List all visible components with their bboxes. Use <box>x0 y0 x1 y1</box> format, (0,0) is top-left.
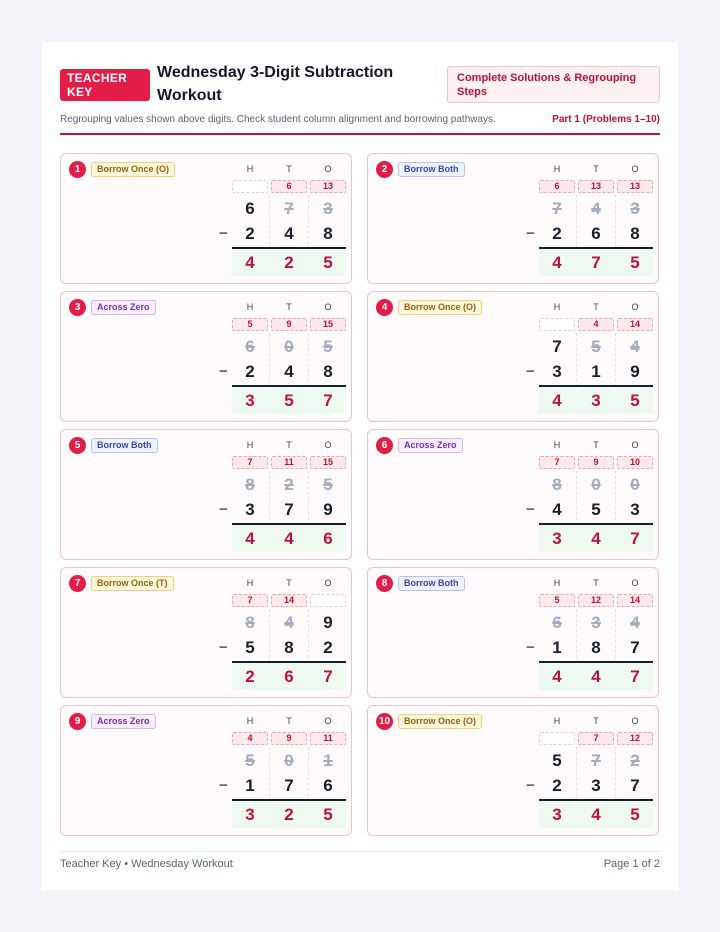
subtrahend-digit: 6 <box>591 224 601 243</box>
answer-line <box>232 385 346 387</box>
regroup-box: 14 <box>271 594 307 607</box>
problem-number: 4 <box>376 299 393 316</box>
regroup-box: 9 <box>271 318 307 331</box>
subtrahend-digit: 1 <box>552 638 562 657</box>
column-guide <box>308 609 309 663</box>
minus-sign: − <box>219 501 228 518</box>
column-guide <box>576 747 577 801</box>
answer-digit: 4 <box>552 391 562 410</box>
footer-left: Teacher Key • Wednesday Workout <box>60 858 233 870</box>
column-header: H <box>246 716 254 726</box>
minuend-digit: 4 <box>591 199 601 218</box>
subtrahend-digit: 6 <box>323 776 333 795</box>
column-header: O <box>324 578 332 588</box>
regroup-box: 12 <box>578 594 614 607</box>
place-value-columns <box>232 706 346 837</box>
page-number: Page 1 of 2 <box>603 858 660 870</box>
minuend-digit: 5 <box>552 751 562 770</box>
subtrahend-digit: 3 <box>552 362 562 381</box>
answer-digit: 3 <box>591 391 601 410</box>
answer-digit: 4 <box>552 253 562 272</box>
place-value-columns <box>539 430 653 561</box>
answer-digit: 6 <box>323 529 333 548</box>
minuend-digit: 8 <box>552 475 562 494</box>
problem-card-1 <box>60 153 352 284</box>
regroup-box: 6 <box>271 180 307 193</box>
part-label: Part 1 (Problems 1–10) <box>552 114 660 125</box>
subtrahend-digit: 7 <box>630 776 640 795</box>
subtrahend-digit: 5 <box>245 638 255 657</box>
strategy-tag: Borrow Both <box>91 438 158 453</box>
minus-sign: − <box>526 777 535 794</box>
minuend-digit: 0 <box>630 475 640 494</box>
strategy-tag: Across Zero <box>91 714 156 729</box>
minuend-digit: 6 <box>245 337 255 356</box>
strategy-tag: Borrow Both <box>398 162 465 177</box>
regroup-box <box>539 732 575 745</box>
column-guide <box>269 195 270 249</box>
minuend-digit: 7 <box>552 199 562 218</box>
minuend-digit: 5 <box>591 337 601 356</box>
minuend-digit: 1 <box>323 751 333 770</box>
minuend-digit: 7 <box>284 199 294 218</box>
column-guide <box>615 471 616 525</box>
column-header: T <box>593 440 599 450</box>
column-guide <box>308 471 309 525</box>
column-guide <box>576 609 577 663</box>
regroup-box <box>310 594 346 607</box>
problem-number: 8 <box>376 575 393 592</box>
subtrahend-digit: 1 <box>591 362 601 381</box>
answer-digit: 2 <box>245 667 255 686</box>
worksheet-page <box>42 42 678 890</box>
regroup-box: 9 <box>578 456 614 469</box>
column-guide <box>269 747 270 801</box>
regroup-box: 15 <box>310 456 346 469</box>
answer-digit: 6 <box>284 667 294 686</box>
answer-line <box>539 661 653 663</box>
column-header: H <box>553 440 561 450</box>
column-header: O <box>631 440 639 450</box>
problem-card-10 <box>367 705 659 836</box>
regroup-box: 11 <box>271 456 307 469</box>
regroup-box: 13 <box>310 180 346 193</box>
minuend-digit: 3 <box>630 199 640 218</box>
column-guide <box>269 333 270 387</box>
column-guide <box>269 471 270 525</box>
answer-digit: 3 <box>552 529 562 548</box>
subtrahend-digit: 3 <box>591 776 601 795</box>
column-header: T <box>593 164 599 174</box>
problem-number: 9 <box>69 713 86 730</box>
regroup-box: 6 <box>539 180 575 193</box>
problem-number: 7 <box>69 575 86 592</box>
subtrahend-digit: 8 <box>323 224 333 243</box>
minus-sign: − <box>526 501 535 518</box>
answer-digit: 2 <box>284 253 294 272</box>
place-value-columns <box>232 430 346 561</box>
answer-digit: 7 <box>591 253 601 272</box>
subtrahend-digit: 4 <box>284 224 294 243</box>
column-header: T <box>286 440 292 450</box>
minus-sign: − <box>526 639 535 656</box>
answer-line <box>232 523 346 525</box>
answer-digit: 5 <box>323 805 333 824</box>
subtrahend-digit: 2 <box>552 776 562 795</box>
answer-digit: 7 <box>630 529 640 548</box>
column-header: O <box>324 164 332 174</box>
minus-sign: − <box>526 225 535 242</box>
answer-digit: 5 <box>630 805 640 824</box>
strategy-tag: Borrow Once (O) <box>398 714 482 729</box>
teacher-key-badge: TEACHER KEY <box>60 69 150 101</box>
regroup-box: 7 <box>232 594 268 607</box>
footer-divider <box>60 851 660 852</box>
place-value-columns <box>232 568 346 699</box>
problem-number: 2 <box>376 161 393 178</box>
regroup-box: 14 <box>617 318 653 331</box>
column-header: O <box>631 716 639 726</box>
column-header: H <box>246 440 254 450</box>
column-guide <box>615 195 616 249</box>
column-guide <box>308 333 309 387</box>
subtrahend-digit: 8 <box>284 638 294 657</box>
answer-digit: 4 <box>591 529 601 548</box>
strategy-tag: Across Zero <box>398 438 463 453</box>
subtrahend-digit: 2 <box>245 224 255 243</box>
column-header: T <box>286 164 292 174</box>
minuend-digit: 6 <box>552 613 562 632</box>
column-guide <box>615 333 616 387</box>
strategy-tag: Across Zero <box>91 300 156 315</box>
regroup-box: 12 <box>617 732 653 745</box>
instructions-text: Regrouping values shown above digits. Check student column alignment and borrowing pathways. <box>60 114 496 125</box>
column-header: H <box>553 302 561 312</box>
regroup-box: 9 <box>271 732 307 745</box>
place-value-columns <box>232 292 346 423</box>
subtrahend-digit: 2 <box>552 224 562 243</box>
minuend-digit: 0 <box>284 337 294 356</box>
place-value-columns <box>539 292 653 423</box>
minuend-digit: 8 <box>245 475 255 494</box>
strategy-tag: Borrow Once (O) <box>398 300 482 315</box>
subtrahend-digit: 9 <box>323 500 333 519</box>
answer-line <box>232 799 346 801</box>
column-header: H <box>553 164 561 174</box>
regroup-box: 7 <box>539 456 575 469</box>
answer-line <box>539 247 653 249</box>
problem-card-4 <box>367 291 659 422</box>
answer-digit: 3 <box>245 391 255 410</box>
answer-digit: 4 <box>245 253 255 272</box>
answer-digit: 5 <box>323 253 333 272</box>
column-header: T <box>286 302 292 312</box>
minuend-digit: 6 <box>245 199 255 218</box>
answer-line <box>539 799 653 801</box>
problem-card-3 <box>60 291 352 422</box>
answer-digit: 5 <box>630 253 640 272</box>
answer-digit: 2 <box>284 805 294 824</box>
regroup-box: 4 <box>578 318 614 331</box>
answer-digit: 7 <box>323 667 333 686</box>
minuend-digit: 5 <box>323 337 333 356</box>
answer-line <box>539 385 653 387</box>
minus-sign: − <box>219 225 228 242</box>
problem-number: 3 <box>69 299 86 316</box>
column-header: H <box>246 578 254 588</box>
answer-line <box>539 523 653 525</box>
minuend-digit: 5 <box>323 475 333 494</box>
column-guide <box>308 195 309 249</box>
subtrahend-digit: 9 <box>630 362 640 381</box>
answer-digit: 4 <box>552 667 562 686</box>
problem-card-7 <box>60 567 352 698</box>
place-value-columns <box>539 154 653 285</box>
column-header: O <box>631 578 639 588</box>
minuend-digit: 5 <box>245 751 255 770</box>
minuend-digit: 9 <box>323 613 333 632</box>
minuend-digit: 8 <box>245 613 255 632</box>
column-guide <box>308 747 309 801</box>
column-guide <box>576 333 577 387</box>
minuend-digit: 0 <box>284 751 294 770</box>
column-header: T <box>593 302 599 312</box>
regroup-box: 15 <box>310 318 346 331</box>
column-header: H <box>553 578 561 588</box>
subtrahend-digit: 2 <box>245 362 255 381</box>
regroup-box: 5 <box>232 318 268 331</box>
subtrahend-digit: 8 <box>630 224 640 243</box>
answer-digit: 4 <box>591 667 601 686</box>
place-value-columns <box>539 706 653 837</box>
place-value-columns <box>232 154 346 285</box>
strategy-tag: Borrow Once (T) <box>91 576 174 591</box>
answer-digit: 3 <box>245 805 255 824</box>
subtrahend-digit: 7 <box>284 776 294 795</box>
column-guide <box>269 609 270 663</box>
regroup-box: 10 <box>617 456 653 469</box>
minuend-digit: 3 <box>591 613 601 632</box>
problem-number: 10 <box>376 713 393 730</box>
answer-digit: 5 <box>284 391 294 410</box>
column-header: O <box>631 302 639 312</box>
strategy-tag: Borrow Once (O) <box>91 162 175 177</box>
problem-card-9 <box>60 705 352 836</box>
header-divider <box>60 133 660 135</box>
answer-digit: 3 <box>552 805 562 824</box>
column-header: T <box>593 716 599 726</box>
minuend-digit: 2 <box>630 751 640 770</box>
column-header: O <box>324 302 332 312</box>
subtrahend-digit: 8 <box>591 638 601 657</box>
problem-card-2 <box>367 153 659 284</box>
regroup-box: 5 <box>539 594 575 607</box>
minuend-digit: 4 <box>284 613 294 632</box>
regroup-box <box>539 318 575 331</box>
regroup-box: 7 <box>232 456 268 469</box>
minuend-digit: 0 <box>591 475 601 494</box>
regroup-box: 13 <box>617 180 653 193</box>
strategy-tag: Borrow Both <box>398 576 465 591</box>
subtrahend-digit: 3 <box>245 500 255 519</box>
minus-sign: − <box>219 639 228 656</box>
minuend-digit: 2 <box>284 475 294 494</box>
answer-line <box>232 661 346 663</box>
subtrahend-digit: 7 <box>284 500 294 519</box>
problem-card-5 <box>60 429 352 560</box>
column-header: O <box>324 440 332 450</box>
answer-digit: 7 <box>323 391 333 410</box>
answer-digit: 7 <box>630 667 640 686</box>
subtrahend-digit: 2 <box>323 638 333 657</box>
problem-card-6 <box>367 429 659 560</box>
subtrahend-digit: 8 <box>323 362 333 381</box>
column-guide <box>615 609 616 663</box>
column-header: H <box>246 302 254 312</box>
answer-digit: 4 <box>245 529 255 548</box>
regroup-box: 4 <box>232 732 268 745</box>
answer-digit: 5 <box>630 391 640 410</box>
answer-digit: 4 <box>284 529 294 548</box>
minus-sign: − <box>219 363 228 380</box>
minus-sign: − <box>219 777 228 794</box>
subtrahend-digit: 4 <box>552 500 562 519</box>
column-guide <box>615 747 616 801</box>
minuend-digit: 4 <box>630 337 640 356</box>
regroup-box: 13 <box>578 180 614 193</box>
problem-number: 1 <box>69 161 86 178</box>
problem-number: 5 <box>69 437 86 454</box>
place-value-columns <box>539 568 653 699</box>
regroup-box: 11 <box>310 732 346 745</box>
column-header: H <box>246 164 254 174</box>
problem-number: 6 <box>376 437 393 454</box>
minuend-digit: 3 <box>323 199 333 218</box>
minuend-digit: 4 <box>630 613 640 632</box>
regroup-box <box>232 180 268 193</box>
minus-sign: − <box>526 363 535 380</box>
column-header: O <box>324 716 332 726</box>
subtrahend-digit: 1 <box>245 776 255 795</box>
worksheet-title: Wednesday 3-Digit Subtraction Workout <box>157 64 394 104</box>
column-guide <box>576 195 577 249</box>
minuend-digit: 7 <box>591 751 601 770</box>
column-header: T <box>286 578 292 588</box>
minuend-digit: 7 <box>552 337 562 356</box>
answer-digit: 4 <box>591 805 601 824</box>
problem-card-8 <box>367 567 659 698</box>
column-guide <box>576 471 577 525</box>
solutions-label: Complete Solutions & Regrouping Steps <box>447 66 660 103</box>
regroup-box: 7 <box>578 732 614 745</box>
column-header: O <box>631 164 639 174</box>
column-header: T <box>593 578 599 588</box>
column-header: H <box>553 716 561 726</box>
subtrahend-digit: 7 <box>630 638 640 657</box>
answer-line <box>232 247 346 249</box>
subtrahend-digit: 4 <box>284 362 294 381</box>
subtrahend-digit: 3 <box>630 500 640 519</box>
subtrahend-digit: 5 <box>591 500 601 519</box>
column-header: T <box>286 716 292 726</box>
regroup-box: 14 <box>617 594 653 607</box>
